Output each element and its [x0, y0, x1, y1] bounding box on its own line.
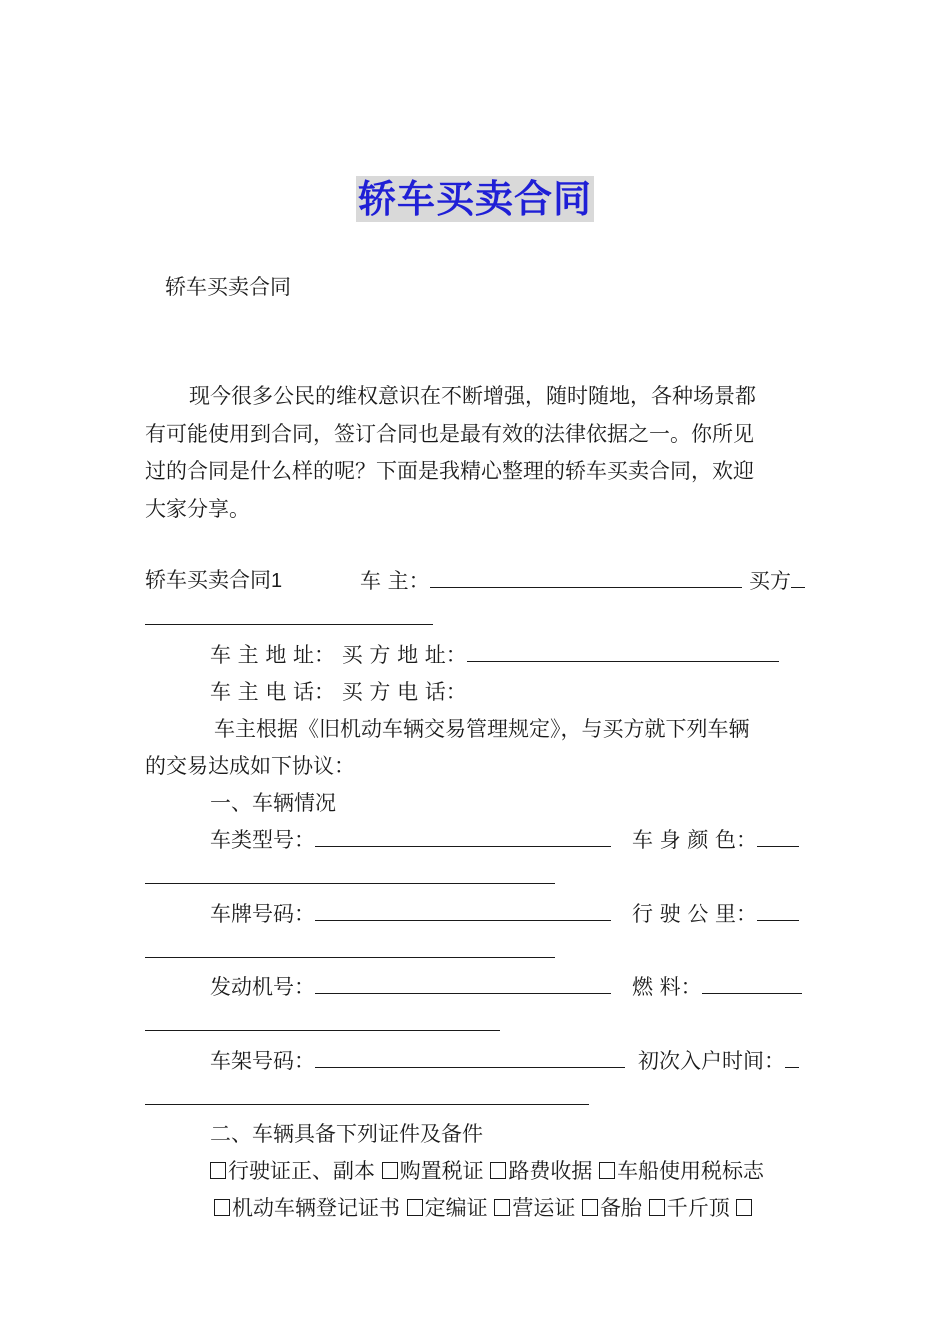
fuel-row	[632, 971, 802, 1002]
mileage-blank-row	[145, 935, 555, 966]
intro-line-4: 大家分享。	[145, 497, 250, 521]
phone-row	[210, 677, 467, 707]
checkbox[interactable]	[407, 1199, 423, 1216]
buyer-blank	[145, 602, 433, 625]
checkbox[interactable]	[490, 1162, 506, 1179]
mileage-row	[632, 898, 799, 929]
checkbox[interactable]	[582, 1199, 598, 1216]
intro-line-2: 有可能使用到合同，签订合同也是最有效的法律依据之一。你所见	[145, 422, 754, 446]
plate-row	[210, 898, 611, 929]
checklist-item: 行驶证正、副本	[228, 1159, 375, 1183]
intro-line-3: 过的合同是什么样的呢？下面是我精心整理的轿车买卖合同，欢迎	[145, 459, 754, 483]
checklist-item: 营运证	[512, 1196, 576, 1220]
checklist-item: 购置税证	[399, 1159, 484, 1183]
preamble-line-1: 车主根据《旧机动车辆交易管理规定》，与买方就下列车辆	[214, 717, 750, 741]
frame-blank	[315, 1045, 625, 1068]
fuel-blank	[145, 1008, 500, 1031]
buyer-blank-row	[145, 602, 433, 633]
contract-heading: 轿车买卖合同	[145, 568, 271, 592]
checklist-item: 车船使用税标志	[617, 1159, 765, 1183]
model-row	[210, 824, 611, 855]
plate-blank	[315, 898, 611, 921]
color-blank	[145, 861, 555, 884]
checkbox[interactable]	[649, 1199, 665, 1216]
register-blank-start	[785, 1045, 799, 1068]
owner-label: 车 主：	[360, 569, 430, 593]
fuel-blank-row	[145, 1008, 500, 1039]
engine-row	[210, 971, 611, 1002]
buyer-phone-label: 买 方 电 话：	[341, 680, 467, 704]
model-label: 车类型号：	[210, 828, 315, 852]
checkbox[interactable]	[599, 1162, 615, 1179]
preamble-line-2: 的交易达成如下协议：	[145, 754, 355, 778]
buyer-address-blank	[467, 639, 779, 662]
engine-label: 发动机号：	[210, 975, 315, 999]
buyer-address-label: 买 方 地 址：	[341, 643, 467, 667]
color-row	[632, 824, 799, 855]
document-title: 轿车买卖合同	[357, 177, 592, 221]
section-1-heading: 一、车辆情况	[210, 791, 336, 815]
frame-label: 车架号码：	[210, 1049, 315, 1073]
plate-label: 车牌号码：	[210, 902, 315, 926]
contract-heading-line	[145, 565, 282, 596]
section-2-heading: 二、车辆具备下列证件及备件	[210, 1122, 483, 1146]
register-label: 初次入户时间：	[638, 1049, 785, 1073]
checklist-item: 千斤顶	[666, 1196, 730, 1220]
contract-heading-number: 1	[271, 570, 283, 592]
color-label: 车 身 颜 色：	[632, 828, 758, 852]
checklist-item: 路费收据	[508, 1159, 593, 1183]
fuel-label: 燃 料：	[632, 975, 702, 999]
checklist-item: 备胎	[600, 1196, 643, 1220]
register-row	[638, 1045, 799, 1076]
model-blank	[315, 824, 611, 847]
owner-blank	[430, 565, 742, 588]
checklist-item: 机动车辆登记证书	[232, 1196, 400, 1220]
owner-phone-label: 车 主 电 话：	[210, 680, 336, 704]
checkbox[interactable]	[382, 1162, 398, 1179]
engine-blank	[315, 971, 611, 994]
title-wrap	[0, 176, 950, 222]
owner-address-label: 车 主 地 址：	[210, 643, 336, 667]
checkbox[interactable]	[494, 1199, 510, 1216]
checklist-row-2	[214, 1193, 754, 1223]
color-blank-row	[145, 861, 555, 892]
intro-line-1: 现今很多公民的维权意识在不断增强，随时随地，各种场景都	[189, 384, 756, 408]
buyer-field-row	[749, 565, 805, 596]
owner-field-row	[360, 565, 742, 596]
register-blank	[145, 1082, 589, 1105]
address-row	[210, 639, 779, 670]
register-blank-row	[145, 1082, 589, 1113]
mileage-blank-start	[757, 898, 799, 921]
buyer-blank-start	[791, 565, 805, 588]
mileage-blank	[145, 935, 555, 958]
checklist-item: 定编证	[424, 1196, 488, 1220]
subtitle: 轿车买卖合同	[165, 275, 291, 299]
checkbox[interactable]	[736, 1199, 752, 1216]
mileage-label: 行 驶 公 里：	[632, 902, 758, 926]
buyer-label: 买方	[749, 569, 791, 593]
color-blank-start	[757, 824, 799, 847]
fuel-blank-start	[702, 971, 802, 994]
checkbox[interactable]	[210, 1162, 226, 1179]
frame-row	[210, 1045, 625, 1076]
checkbox[interactable]	[214, 1199, 230, 1216]
checklist-row-1	[210, 1156, 764, 1186]
